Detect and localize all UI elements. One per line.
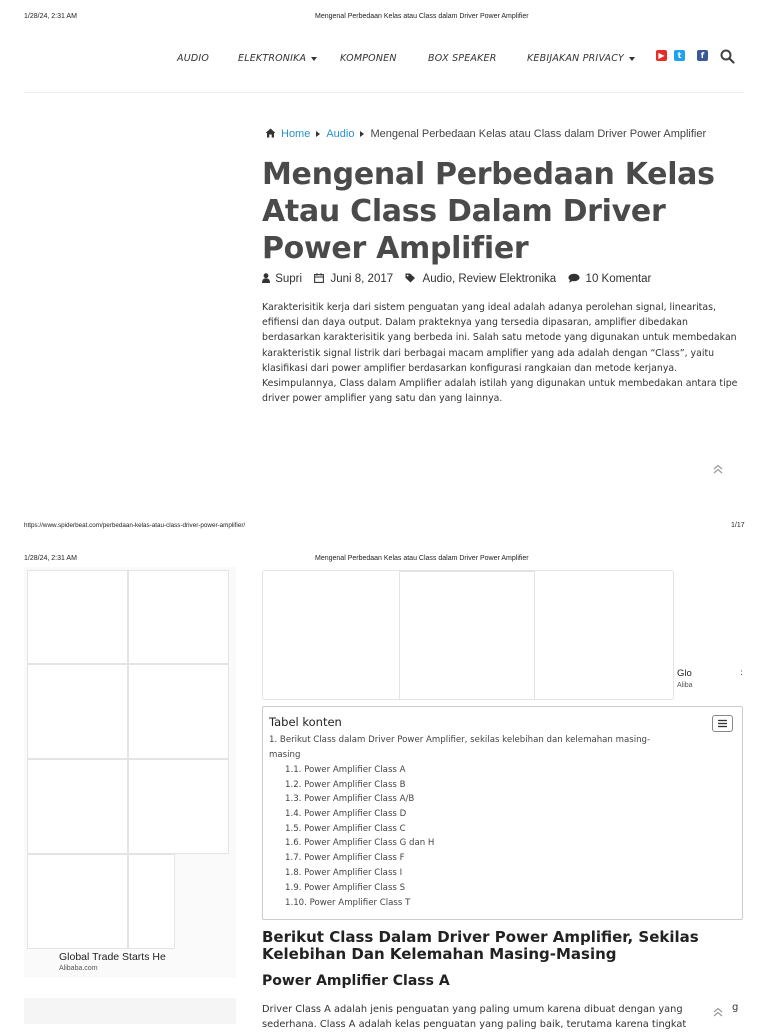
- ad-image-cell: [128, 570, 229, 664]
- print-page-number: 1/17: [731, 522, 745, 529]
- ad-banner-left-2[interactable]: [24, 998, 236, 1024]
- list-icon: [713, 716, 732, 731]
- chevron-down-icon: [629, 57, 635, 61]
- ad-banner-top[interactable]: [262, 570, 674, 700]
- page-title: Mengenal Perbedaan Kelas Atau Class Dalam Driver Power Amplifier: [262, 157, 715, 266]
- toc-item[interactable]: 1.1. Power Amplifier Class A: [285, 765, 406, 775]
- ad-image-cell: [128, 759, 229, 854]
- breadcrumb: [265, 128, 706, 140]
- section-paragraph-fragment: g: [732, 1002, 739, 1013]
- print-doc-title: Mengenal Perbedaan Kelas atau Class dalam Driver Power Amplifier: [315, 13, 529, 20]
- home-icon: [265, 128, 276, 138]
- toc-title: Tabel konten: [269, 715, 342, 729]
- toc-item[interactable]: 1.5. Power Amplifier Class C: [285, 824, 406, 834]
- scroll-top-icon[interactable]: [712, 1006, 724, 1018]
- subsection-heading: Power Amplifier Class A: [262, 973, 450, 989]
- post-author[interactable]: Supri: [275, 273, 303, 285]
- chevron-right-icon: [360, 131, 364, 137]
- toc-item[interactable]: masing: [269, 750, 301, 760]
- toc-item[interactable]: 1.8. Power Amplifier Class I: [285, 868, 403, 878]
- ad-image-cell: [27, 570, 128, 664]
- post-comments[interactable]: 10 Komentar: [585, 273, 652, 285]
- tags-icon: [405, 273, 420, 285]
- ad-caption[interactable]: Global Trade Starts He: [59, 951, 166, 963]
- toc-item[interactable]: 1.7. Power Amplifier Class F: [285, 853, 405, 863]
- toc-item[interactable]: 1.10. Power Amplifier Class T: [285, 898, 411, 908]
- nav-item-elektronika[interactable]: ELEKTRONIKA: [238, 53, 317, 64]
- section-paragraph-line: sederhana. Class A adalah kelas penguatan yang paling baik, terutama karena tingkat: [262, 1019, 687, 1030]
- ad-image-cell: [27, 664, 128, 759]
- search-icon[interactable]: [720, 49, 735, 64]
- breadcrumb-audio[interactable]: Audio: [326, 128, 355, 140]
- user-icon: [262, 273, 273, 285]
- twitter-icon[interactable]: t: [674, 50, 685, 61]
- ad-image-cell: [128, 664, 229, 759]
- toc-item[interactable]: 1.4. Power Amplifier Class D: [285, 809, 407, 819]
- section-paragraph-line: Driver Class A adalah jenis penguatan yang paling umum karena dibuat dengan yang: [262, 1004, 683, 1015]
- facebook-icon[interactable]: f: [697, 50, 708, 61]
- toc-item[interactable]: 1.3. Power Amplifier Class A/B: [285, 794, 415, 804]
- ad-caption-right[interactable]: Glo: [677, 668, 692, 679]
- nav-item-kebijakan-privacy[interactable]: KEBIJAKAN PRIVACY: [527, 53, 635, 64]
- ad-edge-mark: :: [740, 668, 744, 678]
- ad-image-cell: [27, 759, 128, 854]
- nav-divider: [24, 92, 744, 93]
- nav-item-komponen[interactable]: KOMPONEN: [340, 53, 397, 64]
- print-doc-title-2: Mengenal Perbedaan Kelas atau Class dalam Driver Power Amplifier: [315, 555, 529, 562]
- nav-item-audio[interactable]: AUDIO: [177, 53, 210, 64]
- ad-source-right: Aliba: [677, 682, 693, 689]
- section-heading: Berikut Class Dalam Driver Power Amplifier, Sekilas Kelebihan Dan Kelemahan Masing-Masing: [262, 928, 699, 963]
- print-datetime-2: 1/28/24, 2:31 AM: [24, 555, 77, 562]
- ad-image-cell: [399, 571, 535, 700]
- post-meta: [262, 273, 651, 285]
- breadcrumb-home[interactable]: Home: [281, 128, 311, 140]
- scroll-top-icon[interactable]: [712, 463, 724, 475]
- calendar-icon: [314, 273, 327, 285]
- table-of-contents: [262, 706, 743, 920]
- article-intro: Karakterisitik kerja dari sistem penguatan yang ideal adalah adanya perolehan signal, linearitas, efifiensi dan daya output. Dalam prakteknya yang tersedia dipasaran, amplifier dibedakan berdasarkan karakterisitik yang berbeda ini. Salah satu metode yang digunakan untuk membedakan karakteristik signal listrik dari berbagai macam amplifier yang ada adalah dengan “Class”, yaitu klasifikasi dari power amplifier berdasarkan konfigurasi rangkaian dan metode kerjanya. Kesimpulannya, Class dalam Amplifier adalah istilah yang digunakan untuk membedakan antara tipe driver power amplifier yang satu dan yang lainnya.: [262, 302, 738, 405]
- toc-item[interactable]: 1.9. Power Amplifier Class S: [285, 883, 406, 893]
- chevron-down-icon: [311, 57, 317, 61]
- comments-icon: [568, 273, 583, 285]
- breadcrumb-current: Mengenal Perbedaan Kelas atau Class dalam Driver Power Amplifier: [370, 128, 707, 140]
- youtube-icon[interactable]: ▶: [656, 50, 667, 61]
- ad-image-cell: [128, 854, 175, 949]
- chevron-right-icon: [316, 131, 320, 137]
- post-date: Juni 8, 2017: [330, 273, 394, 285]
- ad-image-cell: [27, 854, 128, 949]
- toc-toggle-button[interactable]: [712, 715, 733, 732]
- ad-source: Alibaba.com: [59, 965, 98, 972]
- toc-item[interactable]: 1. Berikut Class dalam Driver Power Amplifier, sekilas kelebihan dan kelemahan masing-: [269, 735, 651, 745]
- nav-item-box-speaker[interactable]: BOX SPEAKER: [428, 53, 497, 64]
- print-url: https://www.spiderbeat.com/perbedaan-kelas-atau-class-driver-power-amplifier/: [24, 522, 246, 529]
- toc-item[interactable]: 1.2. Power Amplifier Class B: [285, 780, 406, 790]
- ad-banner-left[interactable]: [24, 567, 236, 978]
- toc-item[interactable]: 1.6. Power Amplifier Class G dan H: [285, 838, 435, 848]
- post-categories[interactable]: Audio, Review Elektronika: [422, 273, 557, 285]
- print-datetime: 1/28/24, 2:31 AM: [24, 13, 77, 20]
